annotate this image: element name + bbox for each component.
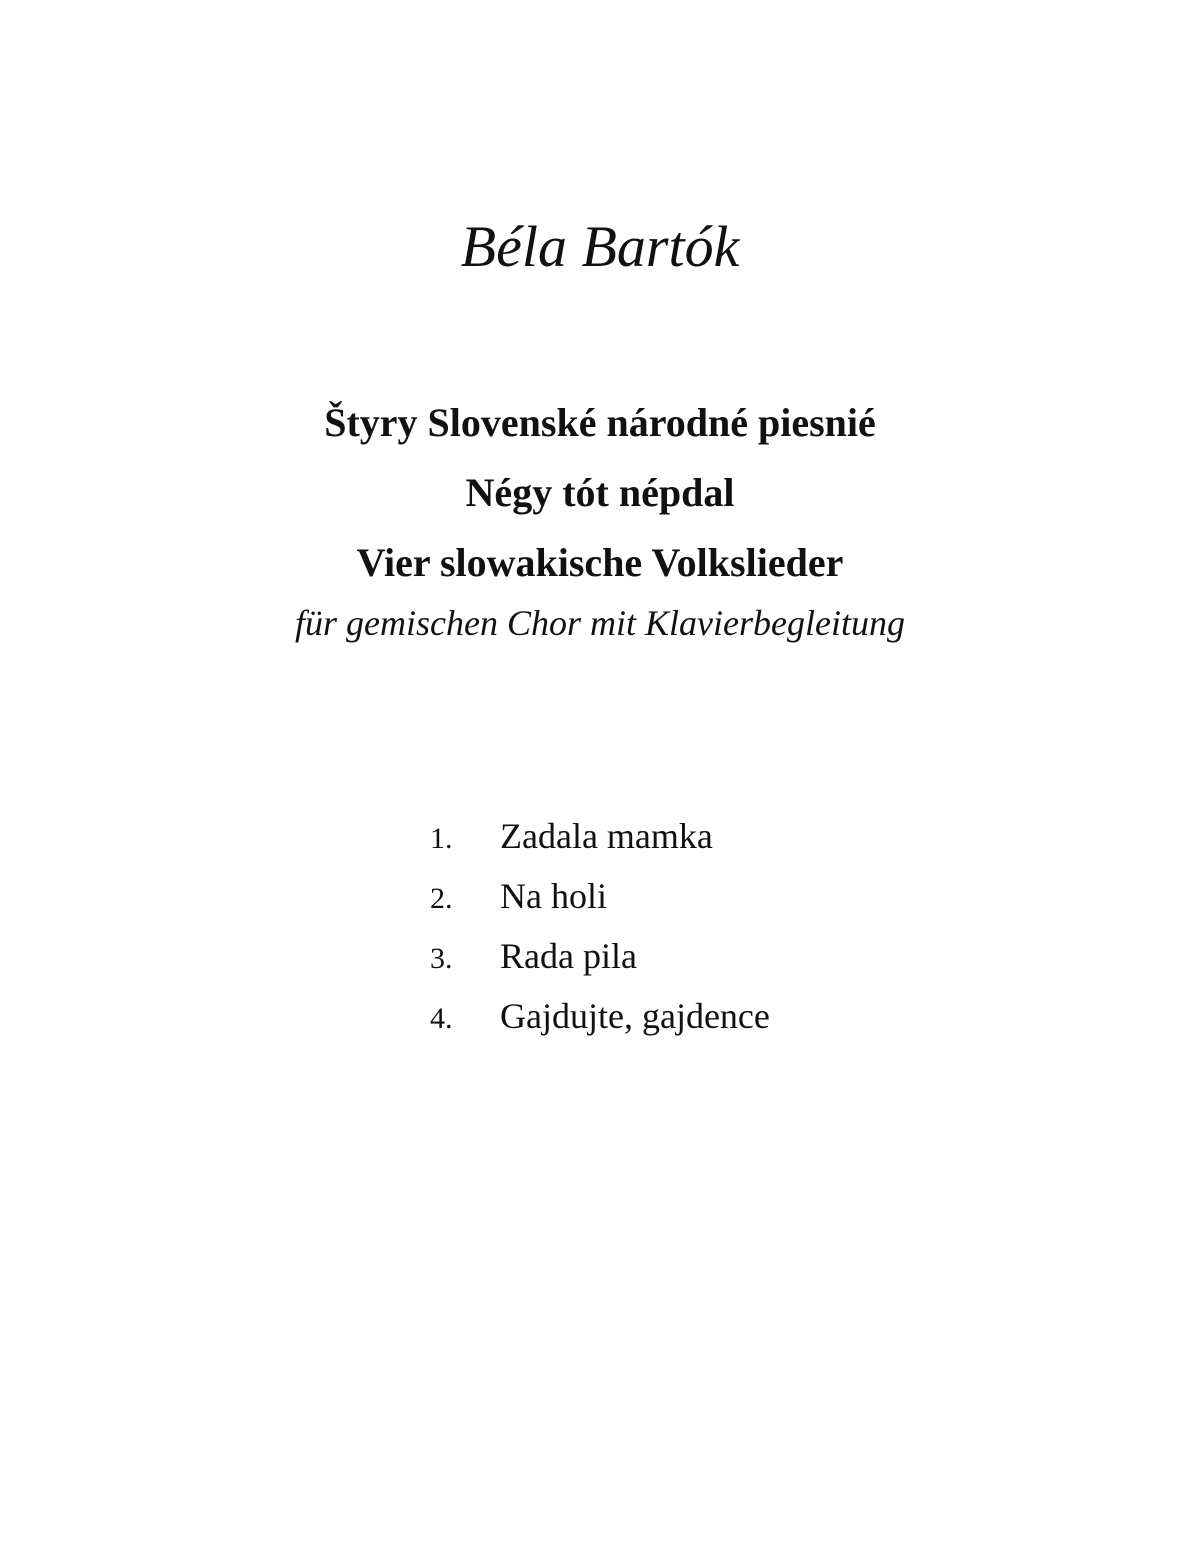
work-titles — [0, 388, 1200, 648]
song-number: 3. — [430, 942, 453, 975]
title-german: Vier slowakische Volkslieder — [356, 540, 844, 585]
scoring-subtitle: für gemischen Chor mit Klavierbegleitung — [295, 603, 905, 643]
song-list — [430, 810, 770, 1050]
list-item — [430, 810, 770, 870]
title-slovak: Štyry Slovenské národné piesnié — [324, 400, 876, 445]
composer-name: Béla Bartók — [460, 214, 740, 279]
song-title: Zadala mamka — [500, 816, 713, 856]
title-hungarian: Négy tót népdal — [465, 470, 735, 515]
list-item — [430, 930, 770, 990]
list-item — [430, 870, 770, 930]
song-title: Rada pila — [500, 936, 637, 976]
list-item — [430, 990, 770, 1050]
song-number: 2. — [430, 882, 453, 915]
song-number: 4. — [430, 1002, 453, 1035]
song-number: 1. — [430, 822, 453, 855]
song-title: Na holi — [500, 876, 607, 916]
song-title: Gajdujte, gajdence — [500, 996, 770, 1036]
